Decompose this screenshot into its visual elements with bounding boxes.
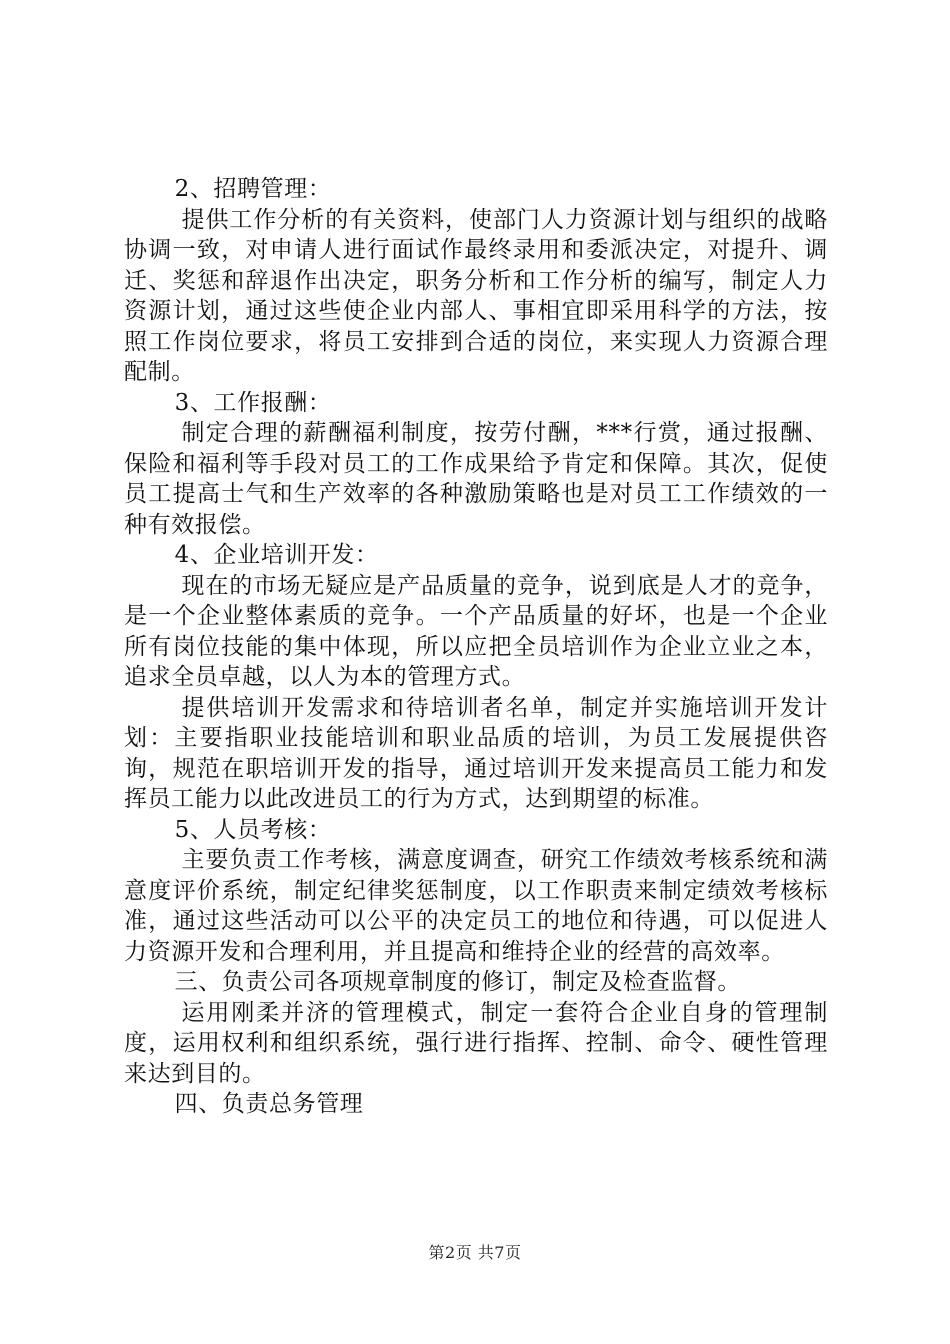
section-heading-compensation: 3、工作报酬： (174, 389, 332, 416)
document-body (124, 174, 828, 1120)
paragraph-training-1: 现在的市场无疑应是产品质量的竞争，说到底是人才的竞争，是一个企业整体素质的竞争。一个产品质量的好坏，也是一个企业所有岗位技能的集中体现，所以应把全员培训作为企业立业之本，追求全员卓越，以人为本的管理方式。 (124, 572, 828, 690)
section-heading-regulations: 三、负责公司各项规章制度的修订，制定及检查监督。 (174, 969, 741, 995)
paragraph-regulations: 运用刚柔并济的管理模式，制定一套符合企业自身的管理制度，运用权利和组织系统，强行进行指挥、控制、命令、硬性管理来达到目的。 (124, 999, 828, 1087)
paragraph-recruitment: 提供工作分析的有关资料，使部门人力资源计划与组织的战略协调一致，对申请人进行面试作最终录用和委派决定，对提升、调迁、奖惩和辞退作出决定，职务分析和工作分析的编写，制定人力资源计划，通过这些使企业内部人、事相宜即采用科学的方法，按照工作岗位要求，将员工安排到合适的岗位，来实现人力资源合理配制。 (124, 206, 828, 385)
paragraph-assessment: 主要负责工作考核，满意度调查，研究工作绩效考核系统和满意度评价系统，制定纪律奖惩制度，以工作职责来制定绩效考核标准，通过这些活动可以公平的决定员工的地位和待遇，可以促进人力资源开发和合理利用，并且提高和维持企业的经营的高效率。 (124, 847, 828, 965)
section-heading-training: 4、企业培训开发： (174, 542, 379, 568)
paragraph-compensation: 制定合理的薪酬福利制度，按劳付酬，***行赏，通过报酬、保险和福利等手段对员工的工作成果给予肯定和保障。其次，促使员工提高士气和生产效率的各种激励策略也是对员工工作绩效的一种有效报偿。 (124, 420, 828, 538)
section-heading-assessment: 5、人员考核： (174, 816, 332, 843)
section-heading-general-affairs: 四、负责总务管理 (174, 1091, 364, 1117)
section-heading-recruitment: 2、招聘管理： (174, 176, 332, 202)
paragraph-training-2: 提供培训开发需求和待培训者名单，制定并实施培训开发计划：主要指职业技能培训和职业品质的培训，为员工发展提供咨询，规范在职培训开发的指导，通过培训开发来提高员工能力和发挥员工能力以此改进员工的行为方式，达到期望的标准。 (124, 694, 828, 812)
page-footer: 第2页 共7页 (428, 1243, 522, 1262)
